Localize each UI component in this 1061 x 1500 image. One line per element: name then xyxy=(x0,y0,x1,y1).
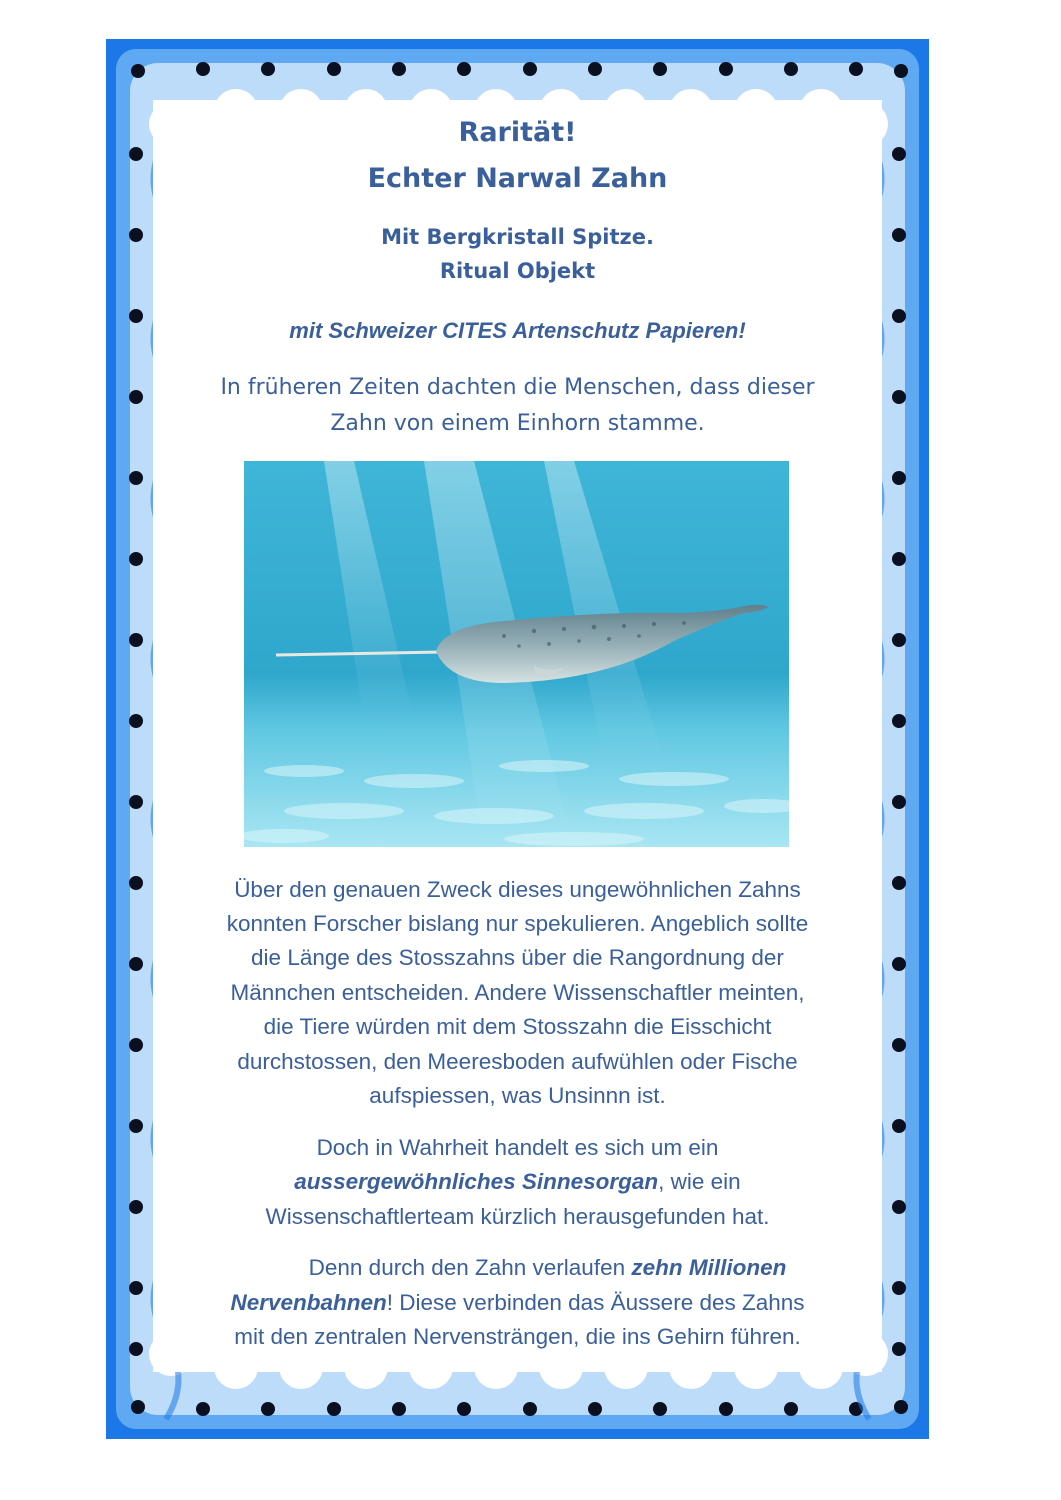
intro-line-1: In früheren Zeiten dachten die Menschen, dass dieser xyxy=(220,375,815,400)
title-line-2: Echter Narwal Zahn xyxy=(367,163,668,194)
paragraph-1-line-4: Männchen entscheiden. Andere Wissenschaftler meinten, xyxy=(230,980,805,1005)
paragraph-1-line-3: die Länge des Stosszahns über die Rangordnung der xyxy=(251,945,784,970)
paragraph-3-emphasis-2: Nervenbahnen xyxy=(230,1290,387,1315)
paragraph-2-line-2 xyxy=(165,1165,870,1200)
narwhal-photo xyxy=(244,461,789,847)
paragraph-3-line-2-rest: ! Diese verbinden das Äussere des Zahns xyxy=(386,1290,805,1315)
paragraph-3-line-3: mit den zentralen Nervensträngen, die ins Gehirn führen. xyxy=(234,1324,801,1349)
paragraph-1-line-7: aufspiessen, was Unsinnn ist. xyxy=(369,1083,666,1108)
paragraph-3-line-1 xyxy=(165,1251,870,1286)
subtitle-line-2: Ritual Objekt xyxy=(439,259,596,283)
paragraph-1-line-6: durchstossen, den Meeresboden aufwühlen oder Fische xyxy=(237,1049,798,1074)
paragraph-2-line-2-rest: , wie ein xyxy=(658,1169,741,1194)
paragraph-1-line-2: konnten Forscher bislang nur spekulieren. Angeblich sollte xyxy=(226,911,809,936)
subtitle-line-1: Mit Bergkristall Spitze. xyxy=(381,225,654,249)
title-line-1: Rarität! xyxy=(458,117,577,148)
paragraph-3-line-2 xyxy=(165,1286,870,1321)
cites-note: mit Schweizer CITES Artenschutz Papieren! xyxy=(289,318,746,343)
paragraph-2-line-3: Wissenschaftlerteam kürzlich herausgefunden hat. xyxy=(265,1204,770,1229)
paragraph-3-lead: Denn durch den Zahn verlaufen xyxy=(308,1255,632,1280)
paragraph-2-line-1: Doch in Wahrheit handelt es sich um ein xyxy=(316,1135,719,1160)
paragraph-2-emphasis: aussergewöhnliches Sinnesorgan xyxy=(294,1169,659,1194)
intro-line-2: Zahn von einem Einhorn stamme. xyxy=(330,411,705,436)
paragraph-1-line-1: Über den genauen Zweck dieses ungewöhnlichen Zahns xyxy=(234,877,801,902)
paragraph-1-line-5: die Tiere würden mit dem Stosszahn die Eisschicht xyxy=(263,1014,772,1039)
paragraph-3-emphasis-1: zehn Millionen xyxy=(631,1255,787,1280)
